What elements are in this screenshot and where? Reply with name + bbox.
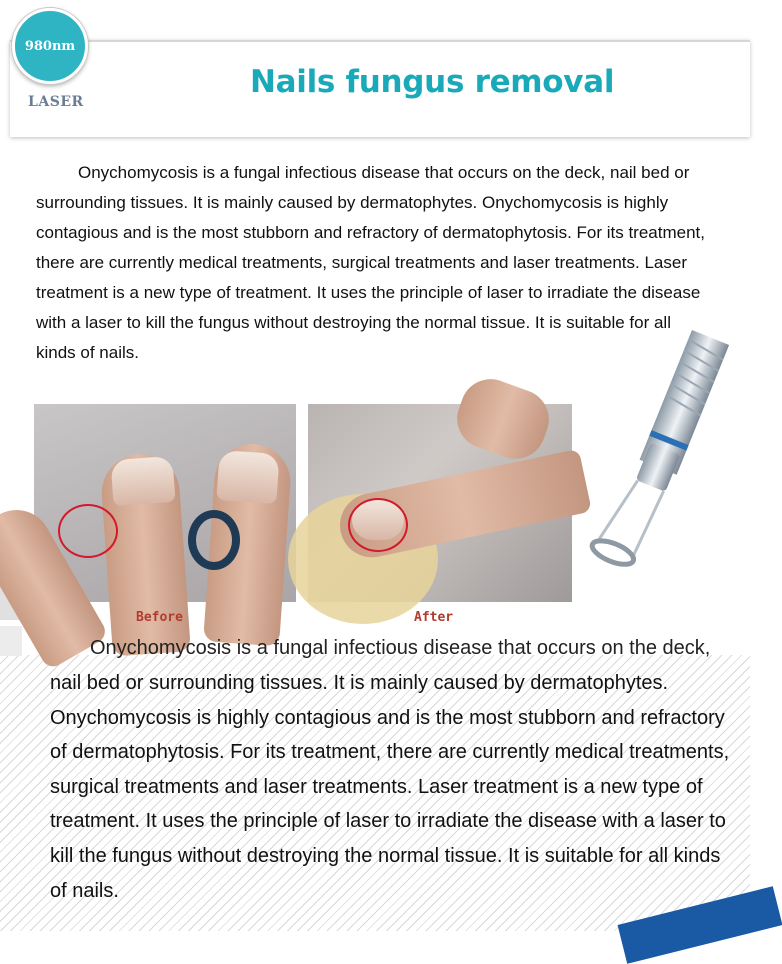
after-photo bbox=[308, 404, 572, 602]
badge-text: 980nm bbox=[24, 38, 76, 54]
description-paragraph: Onychomycosis is a fungal infectious disease that occurs on the deck, nail bed or surrounding tissues. It is mainly caused by dermatophytes. Onychomycosis is highly contagious and is the most stubborn and refractory of dermatophytosis. For its treatment, there are currently medical treatments, surgical treatments and laser treatments. Laser treatment is a new type of treatment. It uses the principle of laser to irradiate the disease with a laser to kill the fungus without destroying the normal tissue. It is suitable for all kinds of nails. bbox=[36, 163, 705, 362]
cropped-text-line: Onychomycosis is a fungal infectious disease that occurs on the deck, bbox=[90, 637, 711, 659]
infection-marker-after bbox=[348, 498, 408, 552]
laser-handpiece-image bbox=[592, 330, 750, 610]
page-title: Nails fungus removal bbox=[250, 64, 615, 100]
infection-marker-before bbox=[58, 504, 118, 558]
wavelength-badge bbox=[12, 8, 88, 84]
laser-label: LASER bbox=[28, 94, 84, 110]
before-caption: Before bbox=[136, 610, 183, 625]
before-photo bbox=[34, 404, 296, 602]
after-caption: After bbox=[414, 610, 454, 625]
description-large-paragraph: nail bed or surrounding tissues. It is mainly caused by dermatophytes. Onychomycosis is highly contagious and is the most stubborn and refractory of dermatophytosis. For its treatment, there are currently medical treatments, surgical treatments and laser treatments. Laser treatment is a new type of treatment. It uses the principle of laser to irradiate the disease with a laser to kill the fungus without destroying the normal tissue. It is suitable for all kinds of nails. bbox=[50, 672, 730, 902]
